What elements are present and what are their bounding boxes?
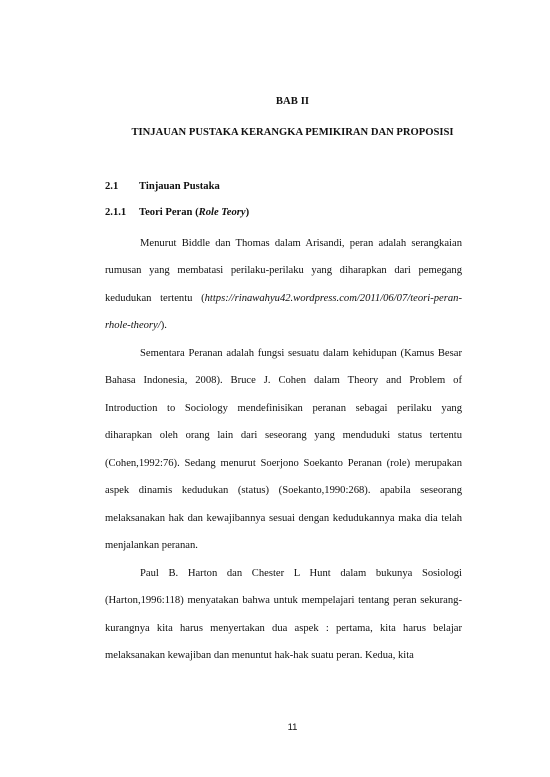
subsection-title-prefix: Teori Peran ( — [139, 207, 199, 218]
paragraph2-line7: melaksanakan hak dan kewajibannya sesuai dengan kedudukannya maka dia telah — [105, 513, 462, 524]
citation-url-part2[interactable]: rhole-theory/ — [105, 320, 161, 331]
paragraph2-line4: diharapkan oleh orang lain dari seseorang yang menduduki status tertentu — [105, 430, 462, 441]
paragraph2-line8: menjalankan peranan. — [105, 540, 198, 551]
paragraph3-line3: kurangnya kita harus menyertakan dua aspek : pertama, kita harus belajar — [105, 623, 462, 634]
chapter-title: TINJAUAN PUSTAKA KERANGKA PEMIKIRAN DAN PROPOSISI — [131, 127, 454, 138]
section-title: Tinjauan Pustaka — [139, 181, 220, 192]
paragraph1-line1: Menurut Biddle dan Thomas dalam Arisandi, peran adalah serangkaian — [140, 238, 462, 249]
paragraph2-line2: Bahasa Indonesia, 2008). Bruce J. Cohen dalam Theory and Problem of — [105, 375, 462, 386]
subsection-heading — [105, 207, 249, 218]
paragraph2-line5: (Cohen,1992:76). Sedang menurut Soerjono Soekanto Peranan (role) merupakan — [105, 458, 462, 469]
paragraph3-line2: (Harton,1996:118) menyatakan bahwa untuk mempelajari tentang peran sekurang- — [105, 595, 462, 606]
page-number: 11 — [287, 722, 298, 733]
section-heading — [105, 181, 220, 192]
paragraph1-line4-text: ). — [160, 320, 167, 331]
subsection-title-italic: Role Teory — [198, 207, 246, 218]
subsection-title-suffix: ) — [245, 207, 250, 218]
paragraph2-line6: aspek dinamis kedudukan (status) (Soekanto,1990:268). apabila seseorang — [105, 485, 462, 496]
paragraph3-line4: melaksanakan kewajiban dan menuntut hak-hak suatu peran. Kedua, kita — [105, 650, 414, 661]
citation-url-part1[interactable]: https://rinawahyu42.wordpress.com/2011/06/07/teori-peran- — [204, 293, 462, 304]
paragraph2-line1: Sementara Peranan adalah fungsi sesuatu dalam kehidupan (Kamus Besar — [140, 348, 462, 359]
paragraph2-line3: Introduction to Sociology mendefinisikan peranan sebagai perilaku yang — [105, 403, 462, 414]
paragraph1-line3 — [105, 292, 462, 305]
paragraph1-line3-text: kedudukan tertentu ( — [105, 293, 205, 304]
chapter-heading: BAB II — [275, 96, 310, 107]
paragraph1-line4 — [105, 319, 462, 332]
paragraph3-line1: Paul B. Harton dan Chester L Hunt dalam bukunya Sosiologi — [140, 568, 462, 579]
paragraph1-line2: rumusan yang membatasi perilaku-perilaku yang diharapkan dari pemegang — [105, 265, 462, 276]
subsection-number: 2.1.1 — [105, 207, 127, 218]
section-number: 2.1 — [105, 181, 119, 192]
